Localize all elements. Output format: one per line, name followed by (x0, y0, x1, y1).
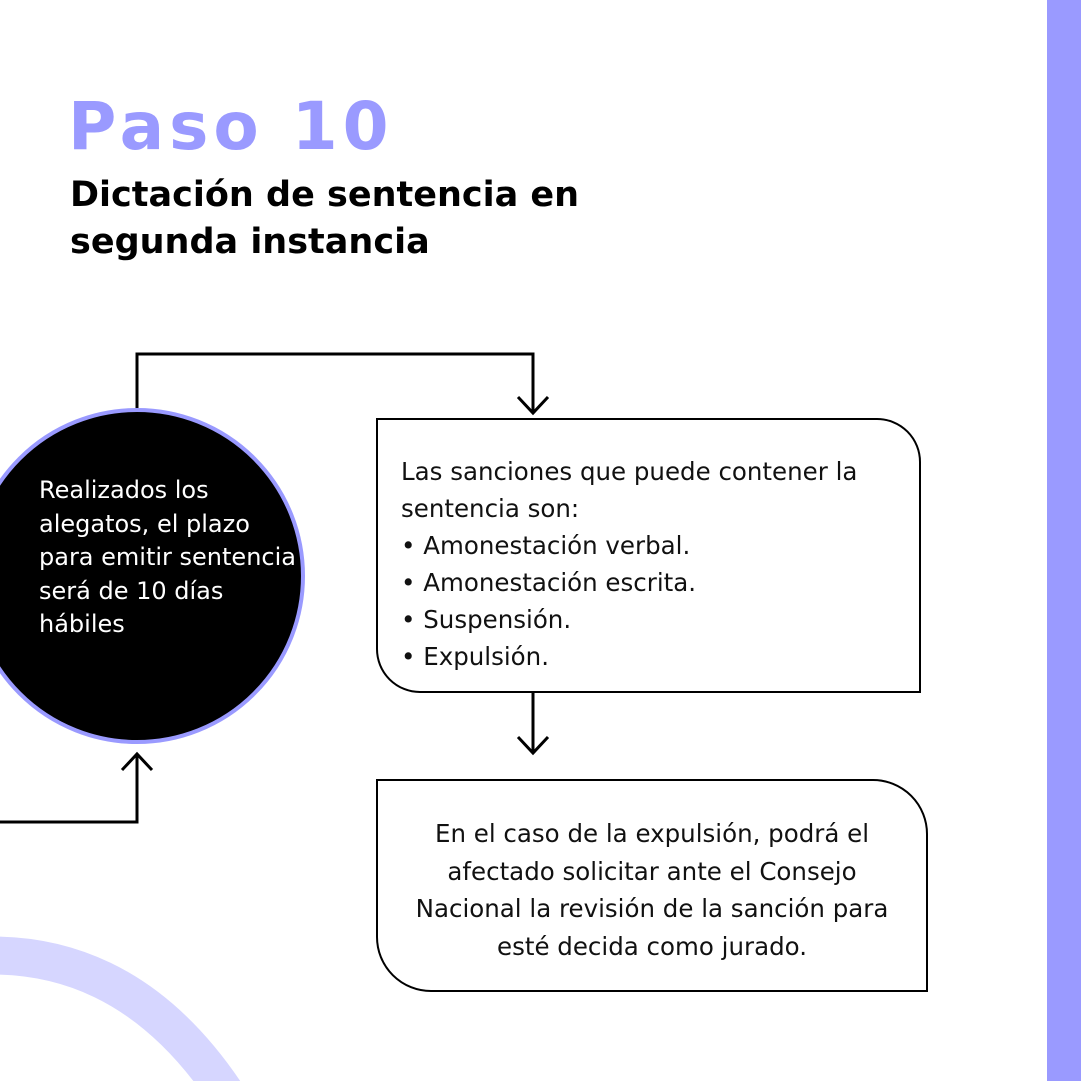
sanction-item: • Amonestación verbal. (401, 527, 919, 564)
connector-bottom (0, 754, 137, 822)
sanction-item: • Expulsión. (401, 638, 919, 675)
appeal-text: En el caso de la expulsión, podrá el afectado solicitar ante el Consejo Nacional la revisión de la sanción para esté decida como jurado. (415, 819, 889, 961)
sanction-item: • Suspensión. (401, 601, 919, 638)
decorative-arc (0, 956, 230, 1081)
circle-text: Realizados los alegatos, el plazo para emitir sentencia será de 10 días hábiles (39, 476, 296, 638)
step-subtitle: Dictación de sentencia en segunda instancia (70, 175, 580, 262)
sanction-item: • Amonestación escrita. (401, 564, 919, 601)
sanctions-list (401, 527, 919, 675)
sanctions-box (376, 418, 921, 693)
appeal-box (376, 779, 928, 992)
connector-top (137, 354, 533, 412)
sanctions-intro: Las sanciones que puede contener la sentencia son: (401, 457, 858, 523)
step-title: Paso 10 (68, 88, 394, 165)
